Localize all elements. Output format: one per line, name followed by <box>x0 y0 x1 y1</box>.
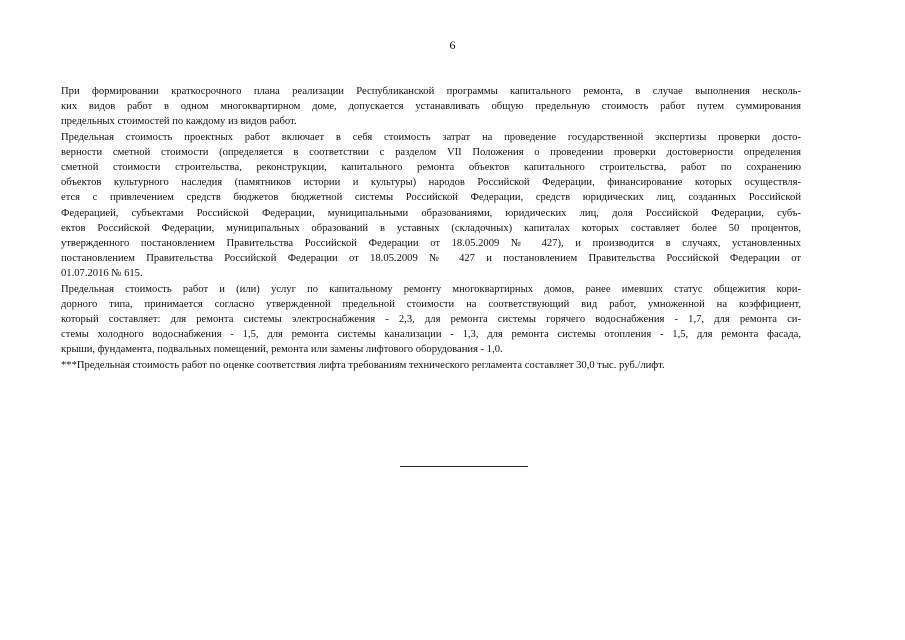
text-line: ектов Российской Федерации, муниципальных образований в уставных (складочных) капиталах которых составляет более 50 процентов, <box>61 222 801 234</box>
page-number: 6 <box>449 38 456 52</box>
text-line: Предельная стоимость проектных работ включает в себя стоимость затрат на проведение государственной экспертизы проверки досто- <box>61 131 801 143</box>
paragraph-short-term-plan <box>61 84 801 130</box>
text-line: утвержденного постановлением Правительства Российской Федерации от 18.05.2009 № 427), и производится в случаях, установленных <box>61 238 801 250</box>
text-line: крыши, фундамента, подвальных помещений, ремонта или замены лифтового оборудования - 1,0. <box>61 344 503 356</box>
text-line: 01.07.2016 № 615. <box>61 268 143 280</box>
document-body <box>61 84 801 373</box>
text-line: Федерацией, субъектами Российской Федерации, муниципальными образованиями, юридических лиц, доля Российской Федерации, субъ- <box>61 207 801 219</box>
paragraph-dormitory-coefficients <box>61 282 801 358</box>
text-line: объектов культурного наследия (памятников истории и культуры) народов Российской Федерации, финансирование которых осуществля- <box>61 177 801 189</box>
text-line: стемы холодного водоснабжения - 1,5, для ремонта системы канализации - 1,3, для ремонта системы отопления - 1,5, для ремонта фасада, <box>61 329 801 341</box>
text-line: который составляет: для ремонта системы электроснабжения - 2,3, для ремонта системы горячего водоснабжения - 1,7, для ремонта си- <box>61 314 801 326</box>
paragraph-elevator-assessment <box>61 358 801 373</box>
text-line: ется с привлечением средств бюджетов бюджетной системы Российской Федерации, средств юридических лиц, созданных Российской <box>61 192 801 204</box>
text-line: ***Предельная стоимость работ по оценке соответствия лифта требованиям технического регламента составляет 30,0 тыс. руб./лифт. <box>61 359 665 371</box>
text-line: Предельная стоимость работ и (или) услуг по капитальному ремонту многоквартирных домов, ранее имевших статус общежития кори- <box>61 283 801 295</box>
paragraph-design-works <box>61 130 801 282</box>
text-line: сметной стоимости строительства, реконструкции, капитального ремонта объектов капитального строительства, работ по сохранению <box>61 162 801 174</box>
text-line: постановлением Правительства Российской Федерации от 18.05.2009 № 427 и постановлением Правительства Российской Федерации от <box>61 253 801 265</box>
text-line: предельных стоимостей по каждому из видов работ. <box>61 116 297 128</box>
footnote-separator <box>400 466 528 467</box>
text-line: дорного типа, принимается согласно утвержденной предельной стоимости на соответствующий вид работ, умноженной на коэффициент, <box>61 298 801 310</box>
text-line: ких видов работ в одном многоквартирном доме, допускается устанавливать общую предельную стоимость работ путем суммирования <box>61 101 801 113</box>
text-line: верности сметной стоимости (определяется в соответствии с разделом VII Положения о проведении проверки достоверности определения <box>61 146 801 158</box>
text-line: При формировании краткосрочного плана реализации Республиканской программы капитального ремонта, в случае выполнения несколь- <box>61 86 801 97</box>
